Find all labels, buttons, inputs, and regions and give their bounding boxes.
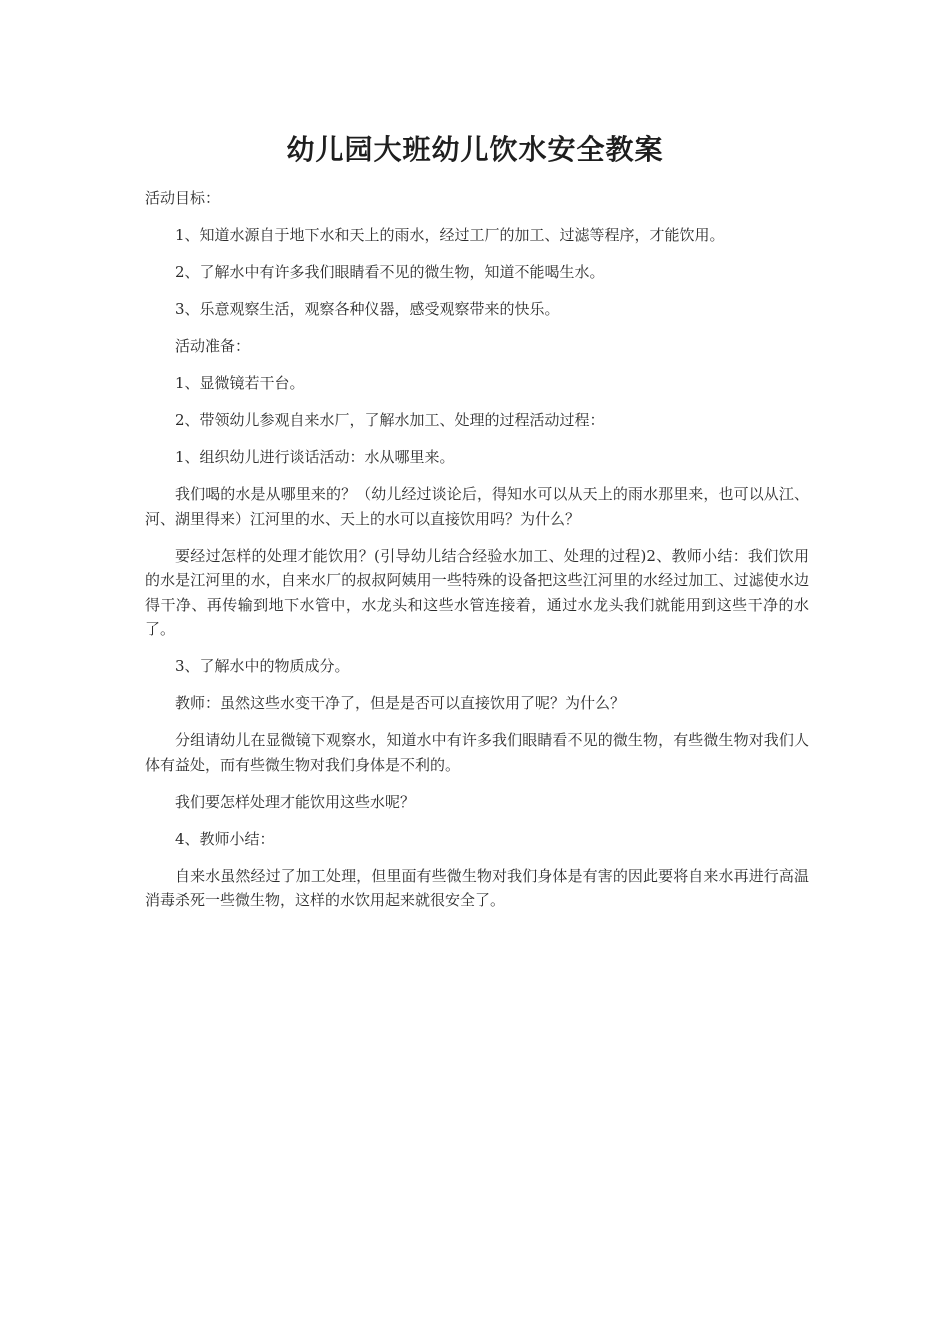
paragraph: 2、带领幼儿参观自来水厂，了解水加工、处理的过程活动过程： <box>175 411 605 429</box>
paragraph: 2、了解水中有许多我们眼睛看不见的微生物，知道不能喝生水。 <box>175 263 605 281</box>
paragraph: 1、组织幼儿进行谈话活动：水从哪里来。 <box>175 448 455 466</box>
paragraph: 自来水虽然经过了加工处理，但里面有些微生物对我们身体是有害的因此要将自来水再进行高温消毒杀死一些微生物，这样的水饮用起来就很安全了。 <box>145 866 809 909</box>
paragraph: 我们喝的水是从哪里来的？（幼儿经过谈论后，得知水可以从天上的雨水那里来，也可以从江、河、湖里得来）江河里的水、天上的水可以直接饮用吗？为什么？ <box>145 485 809 528</box>
paragraph: 4、教师小结： <box>175 829 275 848</box>
paragraph: 分组请幼儿在显微镜下观察水，知道水中有许多我们眼睛看不见的微生物，有些微生物对我们人体有益处，而有些微生物对我们身体是不利的。 <box>145 731 809 774</box>
paragraph: 要经过怎样的处理才能饮用？(引导幼儿结合经验水加工、处理的过程)2、教师小结：我们饮用的水是江河里的水，自来水厂的叔叔阿姨用一些特殊的设备把这些江河里的水经过加工、过滤使水边得干净、再传输到地下水管中，水龙头和这些水管连接着，通过水龙头我们就能用到这些干净的水了。 <box>145 546 809 638</box>
paragraph: 我们要怎样处理才能饮用这些水呢？ <box>175 792 416 811</box>
paragraph: 3、乐意观察生活，观察各种仪器，感受观察带来的快乐。 <box>175 300 560 318</box>
paragraph: 1、显微镜若干台。 <box>175 374 305 392</box>
document-title: 幼儿园大班幼儿饮水安全教案 <box>286 133 664 166</box>
paragraph: 1、知道水源自于地下水和天上的雨水，经过工厂的加工、过滤等程序，才能饮用。 <box>175 226 725 244</box>
paragraph: 教师：虽然这些水变干净了，但是是否可以直接饮用了呢？为什么？ <box>175 694 626 712</box>
document-body <box>145 186 809 925</box>
section-heading-goals: 活动目标： <box>145 189 221 207</box>
paragraph: 3、了解水中的物质成分。 <box>175 657 350 675</box>
section-heading-preparation: 活动准备： <box>175 337 251 355</box>
